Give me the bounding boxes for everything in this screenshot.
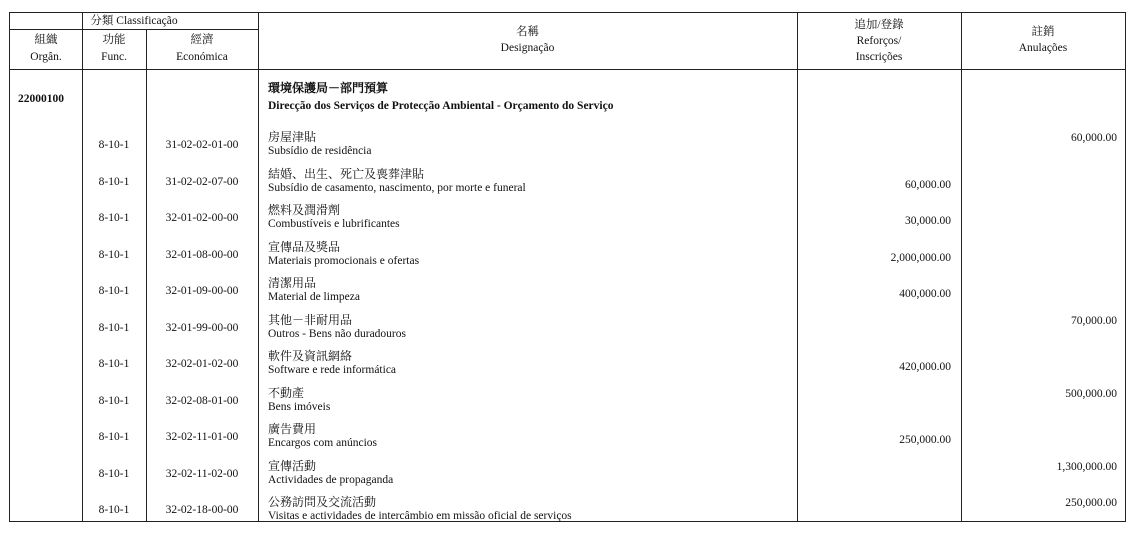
table-row	[10, 491, 1125, 527]
table-row	[10, 163, 1125, 199]
func-code: 8-10-1	[98, 394, 130, 407]
table-row	[10, 309, 1125, 345]
reforco-amount: 250,000.00	[899, 434, 951, 446]
func-code: 8-10-1	[98, 467, 130, 480]
budget-table	[9, 12, 1126, 522]
func-code: 8-10-1	[98, 248, 130, 261]
item-name-zh: 燃料及潤滑劑	[268, 203, 341, 217]
func-code: 8-10-1	[98, 431, 130, 443]
reforco-amount: 420,000.00	[899, 361, 951, 373]
item-name-pt: Bens imóveis	[268, 400, 331, 413]
header-organ-pt: Orgân.	[30, 51, 62, 63]
anulacao-amount: 1,300,000.00	[1056, 460, 1117, 473]
item-name-pt: Actividades de propaganda	[268, 473, 394, 486]
econ-code: 32-02-18-00-00	[165, 504, 239, 516]
item-name-zh: 軟件及資訊網絡	[268, 349, 353, 363]
header-func-zh: 功能	[102, 34, 126, 46]
reforco-amount: 2,000,000.00	[890, 251, 951, 264]
reforco-amount: 30,000.00	[905, 215, 951, 227]
item-name-zh: 宣傳活動	[268, 458, 317, 473]
func-code: 8-10-1	[98, 358, 130, 370]
anulacao-amount: 500,000.00	[1065, 387, 1117, 400]
table-row	[10, 272, 1125, 308]
header-anul-pt: Anulações	[1018, 42, 1068, 54]
header-reforcos-zh: 追加/登錄	[854, 19, 904, 31]
econ-code: 32-02-08-01-00	[165, 394, 239, 407]
header-bottom-line	[10, 69, 1125, 70]
reforco-amount: 400,000.00	[899, 288, 951, 300]
func-code: 8-10-1	[98, 139, 130, 151]
item-name-pt: Outros - Bens não duradouros	[268, 327, 406, 340]
econ-code: 32-01-09-00-00	[165, 285, 239, 297]
item-name-pt: Combustíveis e lubrificantes	[268, 218, 400, 230]
header-subdivider	[10, 29, 258, 30]
table-row	[10, 455, 1125, 491]
func-code: 8-10-1	[98, 175, 130, 188]
anulacao-amount: 60,000.00	[1071, 132, 1117, 144]
item-name-pt: Encargos com anúncios	[268, 437, 378, 449]
header-econ-zh: 經濟	[190, 34, 214, 46]
item-name-pt: Materiais promocionais e ofertas	[268, 254, 420, 267]
table-row	[10, 199, 1125, 235]
header-anul-zh: 註銷	[1031, 26, 1055, 38]
department-code: 22000100	[18, 93, 64, 105]
table-row	[10, 418, 1125, 454]
func-code: 8-10-1	[98, 504, 130, 516]
item-name-zh: 其他－非耐用品	[268, 312, 353, 327]
header-econ-pt: Económica	[176, 51, 228, 63]
item-name-zh: 結婚、出生、死亡及喪葬津貼	[268, 166, 425, 181]
func-code: 8-10-1	[98, 321, 130, 334]
department-name-zh: 環境保護局－部門預算	[268, 81, 389, 95]
department-name-pt: Direcção dos Serviços de Protecção Ambiental - Orçamento do Serviço	[268, 100, 614, 112]
econ-code: 32-02-01-02-00	[165, 358, 239, 370]
anulacao-amount: 70,000.00	[1071, 314, 1117, 327]
header-design-zh: 名稱	[516, 26, 539, 38]
item-name-pt: Software e rede informática	[268, 364, 397, 376]
table-row	[10, 236, 1125, 272]
reforco-amount: 60,000.00	[905, 178, 951, 191]
table-row	[10, 382, 1125, 418]
item-name-zh: 公務訪問及交流活動	[268, 495, 377, 509]
econ-code: 32-01-08-00-00	[165, 248, 239, 261]
item-name-zh: 房屋津貼	[268, 130, 317, 144]
header-classificacao: 分類 Classificação	[90, 15, 178, 27]
item-name-zh: 宣傳品及獎品	[268, 239, 341, 254]
econ-code: 32-01-99-00-00	[165, 321, 239, 334]
item-name-pt: Material de limpeza	[268, 291, 360, 303]
header-reforcos-pt1: Reforços/	[856, 35, 902, 47]
item-name-zh: 廣告費用	[268, 422, 317, 436]
header-organ-zh: 組織	[34, 34, 58, 46]
item-name-pt: Visitas e actividades de intercâmbio em missão oficial de serviços	[268, 510, 572, 522]
item-name-pt: Subsídio de residência	[268, 145, 372, 157]
econ-code: 31-02-02-07-00	[165, 175, 239, 188]
econ-code: 32-02-11-02-00	[165, 467, 239, 480]
header-design-pt: Designação	[500, 42, 555, 54]
econ-code: 32-02-11-01-00	[165, 431, 239, 443]
table-row	[10, 126, 1125, 162]
item-name-zh: 清潔用品	[268, 276, 317, 290]
table-row	[10, 345, 1125, 381]
anulacao-amount: 250,000.00	[1065, 497, 1117, 509]
item-name-zh: 不動產	[268, 385, 305, 400]
func-code: 8-10-1	[98, 285, 130, 297]
econ-code: 31-02-02-01-00	[165, 139, 239, 151]
header-func-pt: Func.	[101, 51, 127, 63]
item-name-pt: Subsídio de casamento, nascimento, por morte e funeral	[268, 181, 526, 194]
header-reforcos-pt2: Inscrições	[855, 51, 903, 63]
econ-code: 32-01-02-00-00	[165, 212, 239, 224]
func-code: 8-10-1	[98, 212, 130, 224]
